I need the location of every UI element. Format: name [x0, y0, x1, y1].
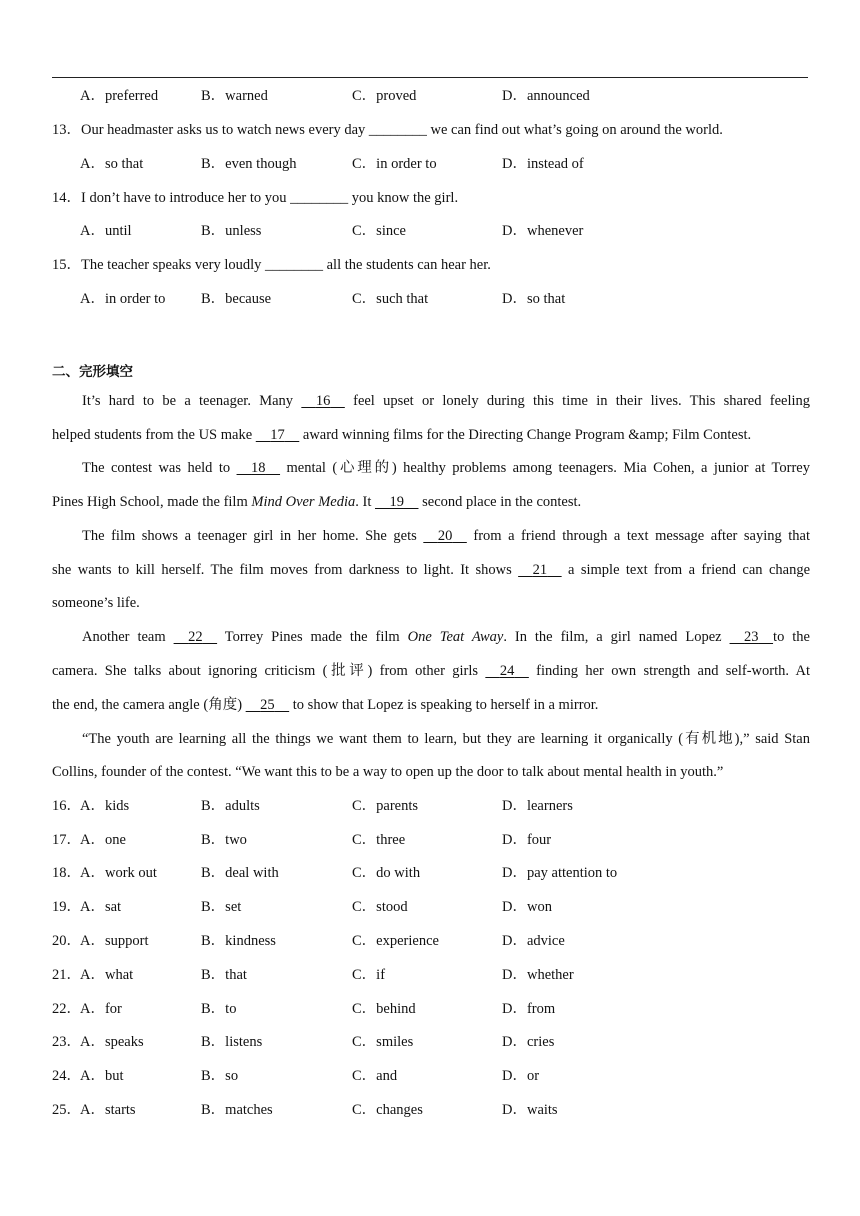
film-title: Mind Over Media: [251, 494, 356, 510]
question-19: 19． A．sat B．set C．stood D．won: [52, 896, 812, 918]
option-b: B．kindness: [201, 933, 276, 949]
option-a: A．so that: [80, 156, 144, 172]
blank-24: 24: [499, 663, 515, 679]
question-18: 18． A．work out B．deal with C．do with D．pay attention to: [52, 862, 812, 884]
passage-line: someone’s life.: [52, 595, 140, 611]
option-b: B．matches: [201, 1102, 273, 1118]
blank-17: 17: [270, 427, 285, 443]
option-a: A．in order to: [80, 291, 166, 307]
option-c: C．changes: [352, 1102, 423, 1118]
option-b: B．warned: [201, 88, 268, 104]
option-b: B．set: [201, 899, 242, 915]
header-rule: [52, 77, 808, 78]
option-d: D．whether: [502, 967, 574, 983]
option-d: D．whenever: [502, 223, 584, 239]
passage-line: she wants to kill herself. The film moves from darkness to light. It shows 21 a simple text from a friend can change: [52, 559, 810, 581]
passage-line: The film shows a teenager girl in her home. She gets 20 from a friend through a text message after saying that: [52, 525, 810, 547]
option-a: A．work out: [80, 865, 157, 881]
option-d: D．waits: [502, 1102, 558, 1118]
option-a: A．but: [80, 1068, 124, 1084]
option-c: C．such that: [352, 291, 429, 307]
question-16: 16． A．kids B．adults C．parents D．learners: [52, 795, 812, 817]
question-24: 24． A．but B．so C．and D．or: [52, 1065, 812, 1087]
blank-20: 20: [437, 528, 453, 544]
question-17: 17． A．one B．two C．three D．four: [52, 829, 812, 851]
passage-line: Collins, founder of the contest. “We want this to be a way to open up the door to talk about mental health in youth.”: [52, 764, 724, 780]
blank-18: 18: [251, 460, 266, 476]
passage-line: Pines High School, made the film Mind Over Media. It 19 second place in the contest.: [52, 491, 810, 513]
option-d: D．cries: [502, 1034, 555, 1050]
option-d: D．announced: [502, 88, 590, 104]
option-b: B．even though: [201, 156, 297, 172]
blank-22: 22: [188, 629, 203, 645]
option-b: B．to: [201, 1001, 237, 1017]
question-23: 23． A．speaks B．listens C．smiles D．cries: [52, 1031, 812, 1053]
option-b: B．deal with: [201, 865, 279, 881]
question-15: 15．The teacher speaks very loudly ________ all the students can hear her.: [52, 257, 491, 273]
option-b: B．so: [201, 1068, 239, 1084]
question-14: 14．I don’t have to introduce her to you ________ you know the girl.: [52, 190, 459, 206]
option-a: A．starts: [80, 1102, 136, 1118]
option-a: A．sat: [80, 899, 122, 915]
option-c: C．experience: [352, 933, 439, 949]
question-22: 22． A．for B．to C．behind D．from: [52, 998, 812, 1020]
option-c: C．do with: [352, 865, 421, 881]
option-b: B．unless: [201, 223, 262, 239]
question-25: 25． A．starts B．matches C．changes D．waits: [52, 1099, 812, 1121]
passage-line: the end, the camera angle (角度) 25 to show that Lopez is speaking to herself in a mirror.: [52, 694, 810, 716]
passage-line: helped students from the US make 17 award winning films for the Directing Change Program &amp; Film Contest.: [52, 424, 810, 446]
option-d: D．learners: [502, 798, 573, 814]
option-c: C．smiles: [352, 1034, 414, 1050]
option-a: A．for: [80, 1001, 122, 1017]
blank-16: 16: [315, 393, 331, 409]
option-b: B．that: [201, 967, 247, 983]
option-c: C．and: [352, 1068, 398, 1084]
option-c: C．behind: [352, 1001, 416, 1017]
option-c: C．three: [352, 832, 406, 848]
passage-line: camera. She talks about ignoring criticism (批评) from other girls 24 finding her own strength and self-worth. At: [52, 660, 810, 682]
option-d: D．won: [502, 899, 552, 915]
option-b: B．adults: [201, 798, 260, 814]
question-21: 21． A．what B．that C．if D．whether: [52, 964, 812, 986]
option-c: C．proved: [352, 88, 417, 104]
option-d: D．advice: [502, 933, 565, 949]
option-a: A．preferred: [80, 88, 159, 104]
passage-line: It’s hard to be a teenager. Many 16 feel upset or lonely during this time in their lives. This shared feeling: [52, 390, 810, 412]
passage-line: The contest was held to 18 mental (心理的) healthy problems among teenagers. Mia Cohen, a junior at Torrey: [52, 457, 810, 479]
option-a: A．one: [80, 832, 126, 848]
option-d: D．instead of: [502, 156, 584, 172]
question-13: 13．Our headmaster asks us to watch news every day ________ we can find out what’s going on around the world.: [52, 122, 723, 138]
film-title: One Teat Away: [407, 629, 504, 645]
blank-21: 21: [532, 562, 548, 578]
question-20: 20． A．support B．kindness C．experience D．advice: [52, 930, 812, 952]
option-d: D．four: [502, 832, 552, 848]
option-c: C．if: [352, 967, 386, 983]
option-d: D．or: [502, 1068, 540, 1084]
blank-25: 25: [260, 697, 275, 713]
section-heading: 二、完形填空: [52, 364, 133, 380]
option-a: A．support: [80, 933, 149, 949]
option-c: C．parents: [352, 798, 419, 814]
option-b: B．listens: [201, 1034, 263, 1050]
option-c: C．in order to: [352, 156, 437, 172]
option-a: A．speaks: [80, 1034, 144, 1050]
option-a: A．until: [80, 223, 132, 239]
blank-19: 19: [389, 494, 404, 510]
option-c: C．stood: [352, 899, 408, 915]
blank-23: 23: [744, 629, 759, 645]
option-a: A．what: [80, 967, 134, 983]
option-b: B．two: [201, 832, 247, 848]
option-b: B．because: [201, 291, 272, 307]
option-d: D．from: [502, 1001, 556, 1017]
option-d: D．pay attention to: [502, 865, 618, 881]
passage-line: “The youth are learning all the things we want them to learn, but they are learning it organically (有机地),” said Stan: [82, 731, 810, 747]
option-d: D．so that: [502, 291, 566, 307]
option-a: A．kids: [80, 798, 130, 814]
passage-line: Another team 22 Torrey Pines made the film One Teat Away. In the film, a girl named Lopez 23 to the: [52, 626, 810, 648]
option-c: C．since: [352, 223, 406, 239]
